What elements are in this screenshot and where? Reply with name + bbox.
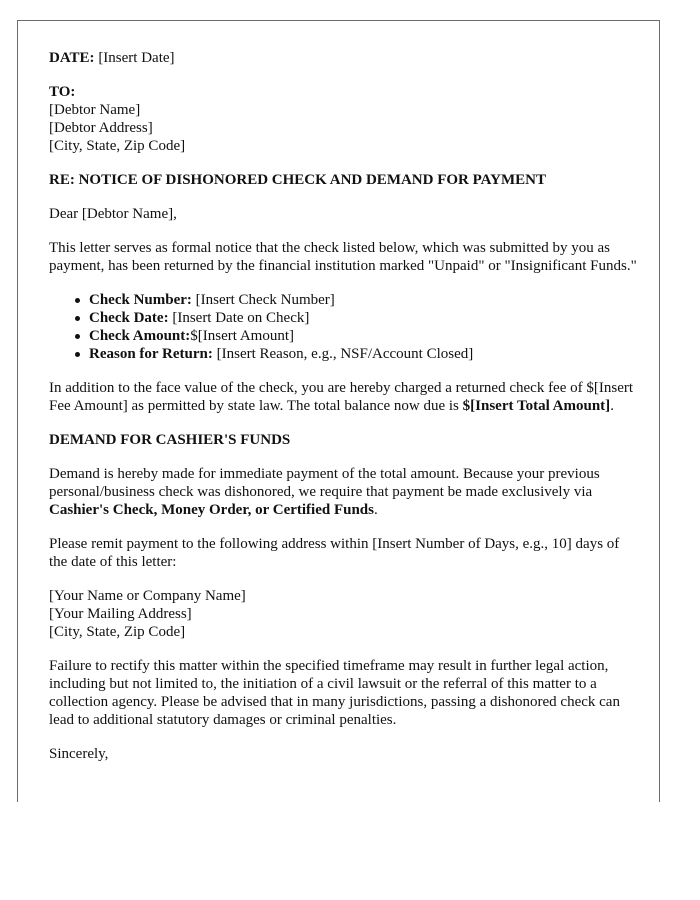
check-amount-value: $[Insert Amount] bbox=[190, 328, 294, 344]
letter-body bbox=[49, 49, 639, 779]
check-number-label: Check Number: bbox=[89, 292, 192, 308]
sender-city-state-zip: [City, State, Zip Code] bbox=[49, 624, 186, 640]
recipient-block bbox=[49, 83, 639, 155]
check-detail-item bbox=[89, 309, 639, 327]
check-detail-item bbox=[89, 291, 639, 309]
check-details-list bbox=[49, 291, 639, 363]
sender-name: [Your Name or Company Name] bbox=[49, 588, 246, 604]
debtor-city-state-zip: [City, State, Zip Code] bbox=[49, 138, 186, 154]
subject-line: RE: NOTICE OF DISHONORED CHECK AND DEMAND FOR PAYMENT bbox=[49, 172, 546, 188]
salutation: Dear [Debtor Name], bbox=[49, 206, 177, 222]
demand-text: Demand is hereby made for immediate payment of the total amount. Because your previous personal/business check was dishonored, we require that payment be made exclusively via bbox=[49, 466, 600, 500]
demand-paragraph bbox=[49, 465, 639, 519]
debtor-address: [Debtor Address] bbox=[49, 120, 153, 136]
date-line bbox=[49, 49, 639, 67]
letter-page bbox=[17, 20, 660, 802]
check-detail-item bbox=[89, 327, 639, 345]
check-amount-label: Check Amount: bbox=[89, 328, 191, 344]
check-date-label: Check Date: bbox=[89, 310, 169, 326]
demand-heading: DEMAND FOR CASHIER'S FUNDS bbox=[49, 432, 291, 448]
fee-text-end: . bbox=[610, 398, 614, 414]
remit-address-block bbox=[49, 587, 639, 641]
check-detail-item bbox=[89, 345, 639, 363]
fee-text: In addition to the face value of the check, you are hereby charged a returned check fee of $[Insert Fee Amount] as permitted by state law. The total balance now due is bbox=[49, 380, 634, 414]
intro-paragraph: This letter serves as formal notice that the check listed below, which was submitted by you as payment, has been returned by the financial institution marked "Unpaid" or "Insignificant Funds." bbox=[49, 240, 637, 274]
closing: Sincerely, bbox=[49, 746, 109, 762]
check-number-value: [Insert Check Number] bbox=[195, 292, 335, 308]
payment-methods: Cashier's Check, Money Order, or Certified Funds bbox=[49, 502, 374, 518]
failure-paragraph: Failure to rectify this matter within the specified timeframe may result in further legal action, including but not limited to, the initiation of a civil lawsuit or the referral of this matter to a collection agency. Please be advised that in many jurisdictions, passing a dishonored check can lead to additional statutory damages or criminal penalties. bbox=[49, 658, 620, 728]
fee-paragraph bbox=[49, 379, 639, 415]
date-label: DATE: bbox=[49, 50, 95, 66]
sender-address: [Your Mailing Address] bbox=[49, 606, 192, 622]
check-date-value: [Insert Date on Check] bbox=[172, 310, 310, 326]
date-value: [Insert Date] bbox=[98, 50, 175, 66]
total-amount: $[Insert Total Amount] bbox=[462, 398, 611, 414]
to-label: TO: bbox=[49, 84, 76, 100]
remit-paragraph: Please remit payment to the following address within [Insert Number of Days, e.g., 10] days of the date of this letter: bbox=[49, 536, 620, 570]
demand-text-end: . bbox=[373, 502, 378, 518]
return-reason-value: [Insert Reason, e.g., NSF/Account Closed] bbox=[216, 346, 474, 362]
return-reason-label: Reason for Return: bbox=[89, 346, 213, 362]
debtor-name: [Debtor Name] bbox=[49, 102, 141, 118]
